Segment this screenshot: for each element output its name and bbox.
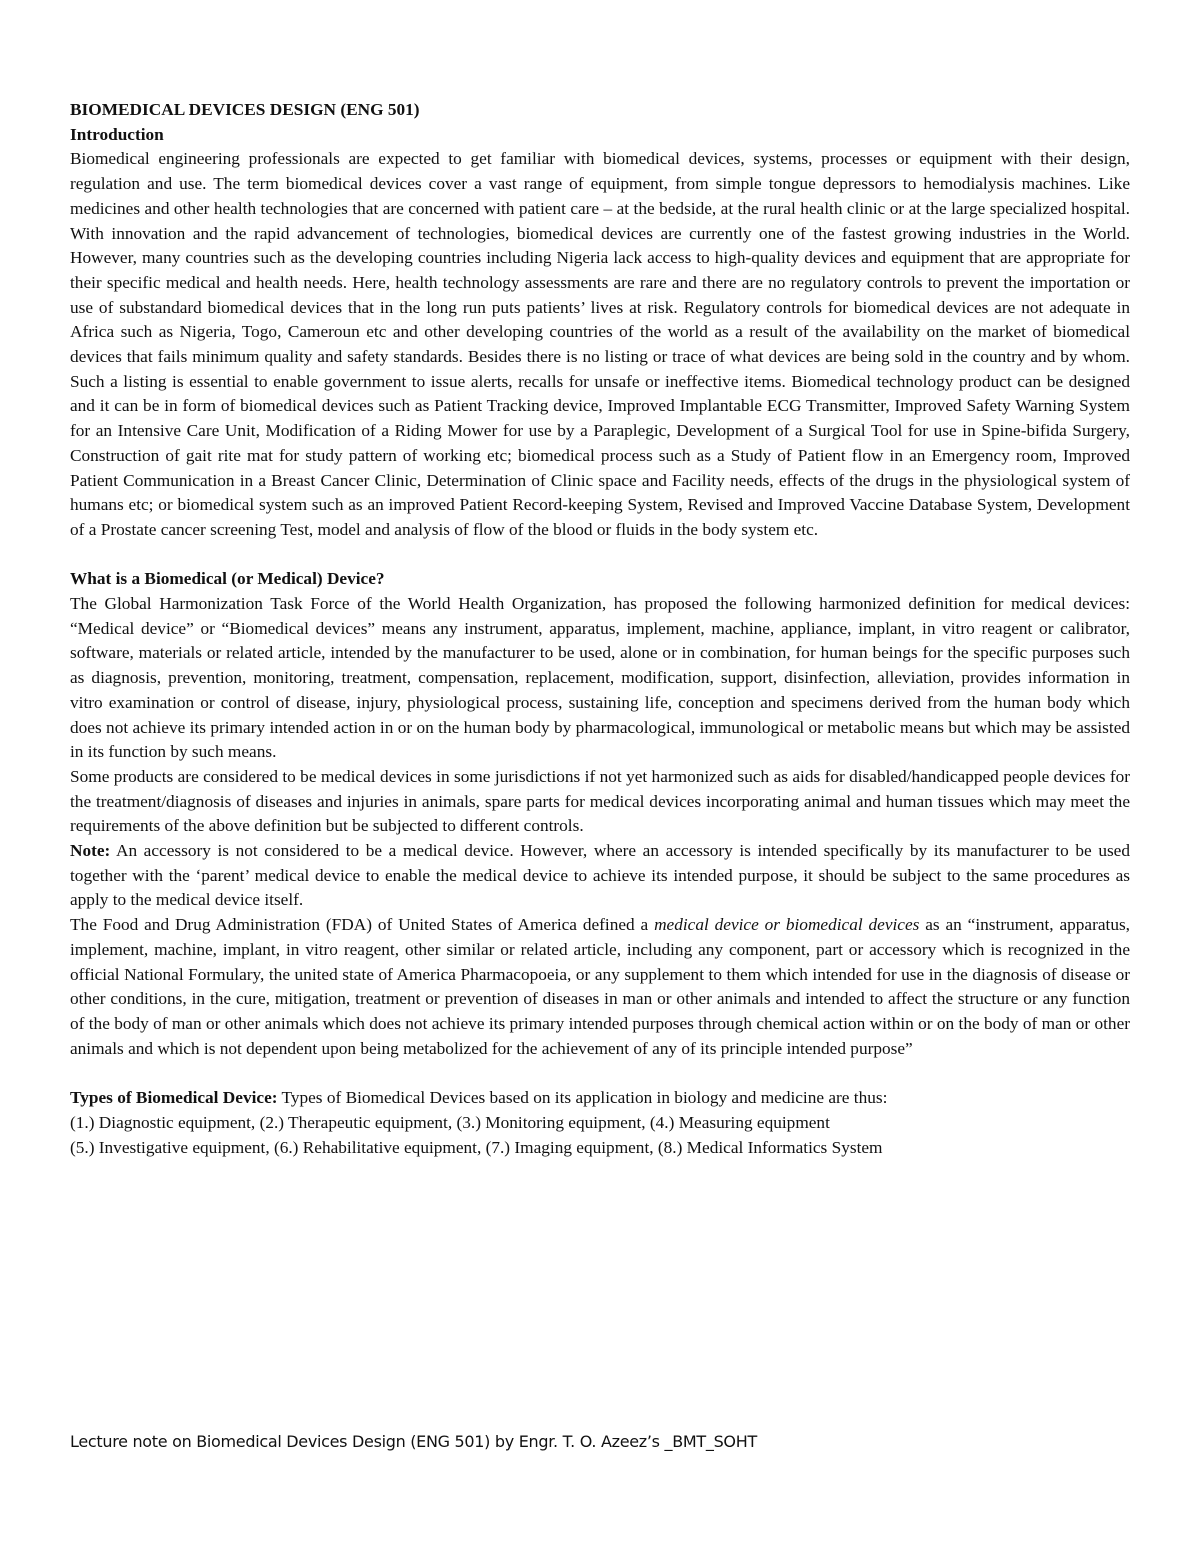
introduction-heading: Introduction	[70, 124, 164, 144]
types-list-line-1: (1.) Diagnostic equipment, (2.) Therapeutic equipment, (3.) Monitoring equipment, (4.) Measuring equipment	[70, 1112, 830, 1132]
types-label: Types of Biomedical Device:	[70, 1088, 278, 1108]
fda-text-start: The Food and Drug Administration (FDA) of United States of America defined a	[70, 915, 655, 935]
section-spacer	[70, 543, 1130, 568]
jurisdictions-paragraph: Some products are considered to be medical devices in some jurisdictions if not yet harmonized such as aids for disabled/handicapped people devices for the treatment/diagnosis of diseases and injuries in animals, spare parts for medical devices incorporating animal and human tissues which may meet the requirements of the above definition but be subjected to different controls.	[70, 766, 1130, 836]
page-footer: Lecture note on Biomedical Devices Design (ENG 501) by Engr. T. O. Azeez’s _BMT_SOHT	[70, 1432, 757, 1451]
fda-italic-term: medical device or biomedical devices	[654, 915, 920, 935]
introduction-paragraph: Biomedical engineering professionals are expected to get familiar with biomedical devices, systems, processes or equipment with their design, regulation and use. The term biomedical devices cover a vast range of equipment, from simple tongue depressors to hemodialysis machines. Like medicines and other health technologies that are concerned with patient care – at the bedside, at the rural health clinic or at the large specialized hospital. With innovation and the rapid advancement of technologies, biomedical devices are currently one of the fastest growing industries in the World. However, many countries such as the developing countries including Nigeria lack access to high-quality devices and equipment that are appropriate for their specific medical and health needs. Here, health technology assessments are rare and there are no regulatory controls to prevent the importation or use of substandard biomedical devices that in the long run puts patients’ lives at risk. Regulatory controls for biomedical devices are not adequate in Africa such as Nigeria, Togo, Cameroun etc and other developing countries of the world as a result of the availability on the market of biomedical devices that fails minimum quality and safety standards. Besides there is no listing or trace of what devices are being sold in the country and by whom. Such a listing is essential to enable government to issue alerts, recalls for unsafe or ineffective items. Biomedical technology product can be designed and it can be in form of biomedical devices such as Patient Tracking device, Improved Implantable ECG Transmitter, Improved Safety Warning System for an Intensive Care Unit, Modification of a Riding Mower for use by a Paraplegic, Development of a Surgical Tool for use in Spine-bifida Surgery, Construction of gait rite mat for study pattern of working etc; biomedical process such as a Study of Patient flow in an Emergency room, Improved Patient Communication in a Breast Cancer Clinic, Determination of Clinic space and Facility needs, effects of the drugs in the physiological system of humans etc; or biomedical system such as an improved Patient Record-keeping System, Revised and Improved Vaccine Database System, Development of a Prostate cancer screening Test, model and analysis of flow of the blood or fluids in the body system etc.	[70, 149, 1130, 539]
note-text: An accessory is not considered to be a medical device. However, where an accessory is intended specifically by its manufacturer to be used together with the ‘parent’ medical device to enable the medical device to achieve its intended purpose, it should be subject to the same procedures as apply to the medical device itself.	[70, 841, 1130, 910]
definition-heading: What is a Biomedical (or Medical) Device?	[70, 569, 385, 589]
fda-definition-paragraph	[70, 913, 1130, 1061]
types-list-line-2: (5.) Investigative equipment, (6.) Rehabilitative equipment, (7.) Imaging equipment, (8.) Medical Informatics System	[70, 1137, 883, 1157]
document-title: BIOMEDICAL DEVICES DESIGN (ENG 501)	[70, 100, 420, 119]
types-text: Types of Biomedical Devices based on its application in biology and medicine are thus:	[277, 1088, 888, 1108]
section-spacer	[70, 1061, 1130, 1086]
types-intro	[70, 1086, 1130, 1111]
fda-text-end: as an “instrument, apparatus, implement, machine, implant, in vitro reagent, other similar or related article, including any component, part or accessory which is recognized in the official National Formulary, the united state of America Pharmacopoeia, or any supplement to them which intended for use in the diagnosis of disease or other conditions, in the cure, mitigation, treatment or prevention of diseases in man or other animals and intended to affect the structure or any function of the body of man or other animals which does not achieve its primary intended purposes through chemical action within or on the body of man or other animals and which is not dependent upon being metabolized for the achievement of any of its principle intended purpose”	[70, 915, 1130, 1058]
types-section	[70, 1086, 1130, 1160]
note-label: Note:	[70, 841, 111, 861]
note-paragraph	[70, 839, 1130, 913]
ghtf-definition-paragraph: The Global Harmonization Task Force of the World Health Organization, has proposed the following harmonized definition for medical devices: “Medical device” or “Biomedical devices” means any instrument, apparatus, implement, machine, appliance, implant, in vitro reagent or calibrator, software, materials or related article, intended by the manufacturer to be used, alone or in combination, for human beings for the specific purposes such as diagnosis, prevention, monitoring, treatment, compensation, replacement, modification, support, disinfection, alleviation, provides information in vitro examination or control of disease, injury, physiological process, sustaining life, conception and specimens derived from the human body which does not achieve its primary intended action in or on the human body by pharmacological, immunological or metabolic means but which may be assisted in its function by such means.	[70, 594, 1130, 762]
document-body	[70, 98, 1130, 1160]
